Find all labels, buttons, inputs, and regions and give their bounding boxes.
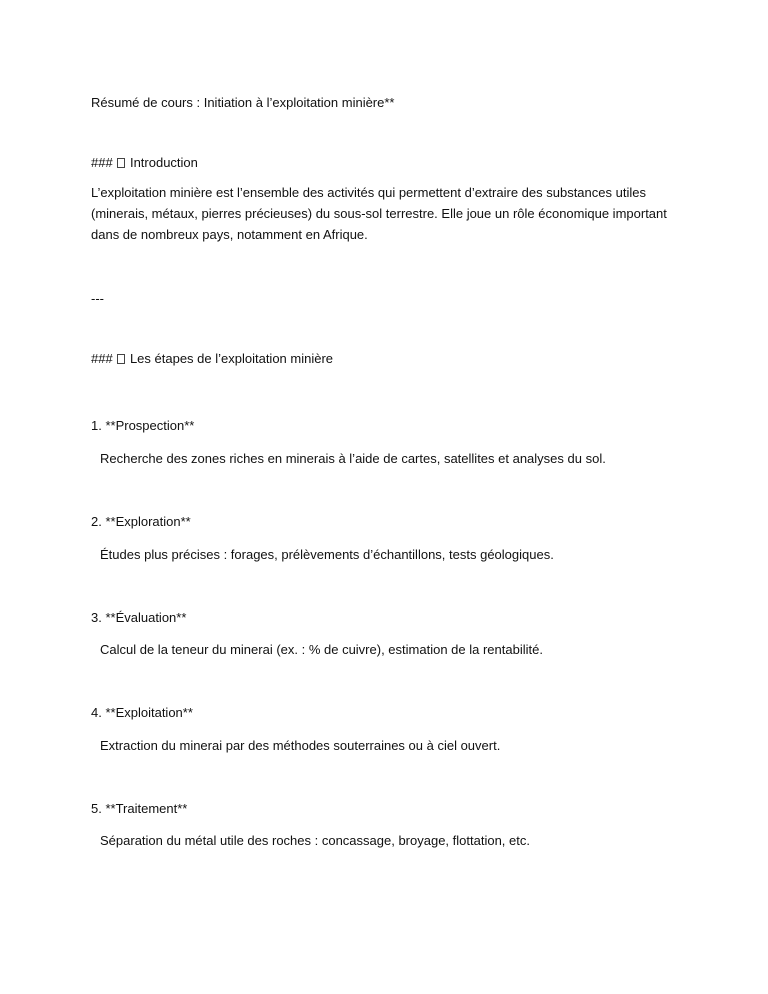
step-description-1: Recherche des zones riches en minerais à l’aide de cartes, satellites et analyses du sol. — [100, 451, 606, 466]
missing-glyph-icon — [117, 158, 125, 168]
step-title-4: 4. **Exploitation** — [91, 705, 193, 720]
step-description-3: Calcul de la teneur du minerai (ex. : % de cuivre), estimation de la rentabilité. — [100, 642, 543, 657]
intro-heading — [91, 153, 198, 172]
step-description-2: Études plus précises : forages, prélèvements d’échantillons, tests géologiques. — [100, 547, 554, 562]
step-title-2: 2. **Exploration** — [91, 514, 191, 529]
steps-heading-prefix: ### — [91, 351, 113, 366]
step-description-4: Extraction du minerai par des méthodes souterraines ou à ciel ouvert. — [100, 738, 501, 753]
missing-glyph-icon — [117, 354, 125, 364]
separator-text: --- — [91, 291, 104, 306]
step-title-5: 5. **Traitement** — [91, 801, 188, 816]
intro-paragraph: L’exploitation minière est l’ensemble des activités qui permettent d’extraire des substances utiles (minerais, métaux, pierres précieuses) du sous-sol terrestre. Elle joue un rôle économique important dans de nombreux pays, notamment en Afrique. — [91, 185, 667, 242]
step-title-3: 3. **Évaluation** — [91, 610, 187, 625]
step-description-5: Séparation du métal utile des roches : concassage, broyage, flottation, etc. — [100, 833, 530, 848]
document-title: Résumé de cours : Initiation à l’exploitation minière** — [91, 95, 395, 110]
intro-heading-text: Introduction — [129, 155, 198, 170]
intro-heading-prefix: ### — [91, 155, 113, 170]
steps-heading-text: Les étapes de l’exploitation minière — [129, 351, 334, 366]
step-title-1: 1. **Prospection** — [91, 418, 195, 433]
steps-heading — [91, 349, 333, 368]
